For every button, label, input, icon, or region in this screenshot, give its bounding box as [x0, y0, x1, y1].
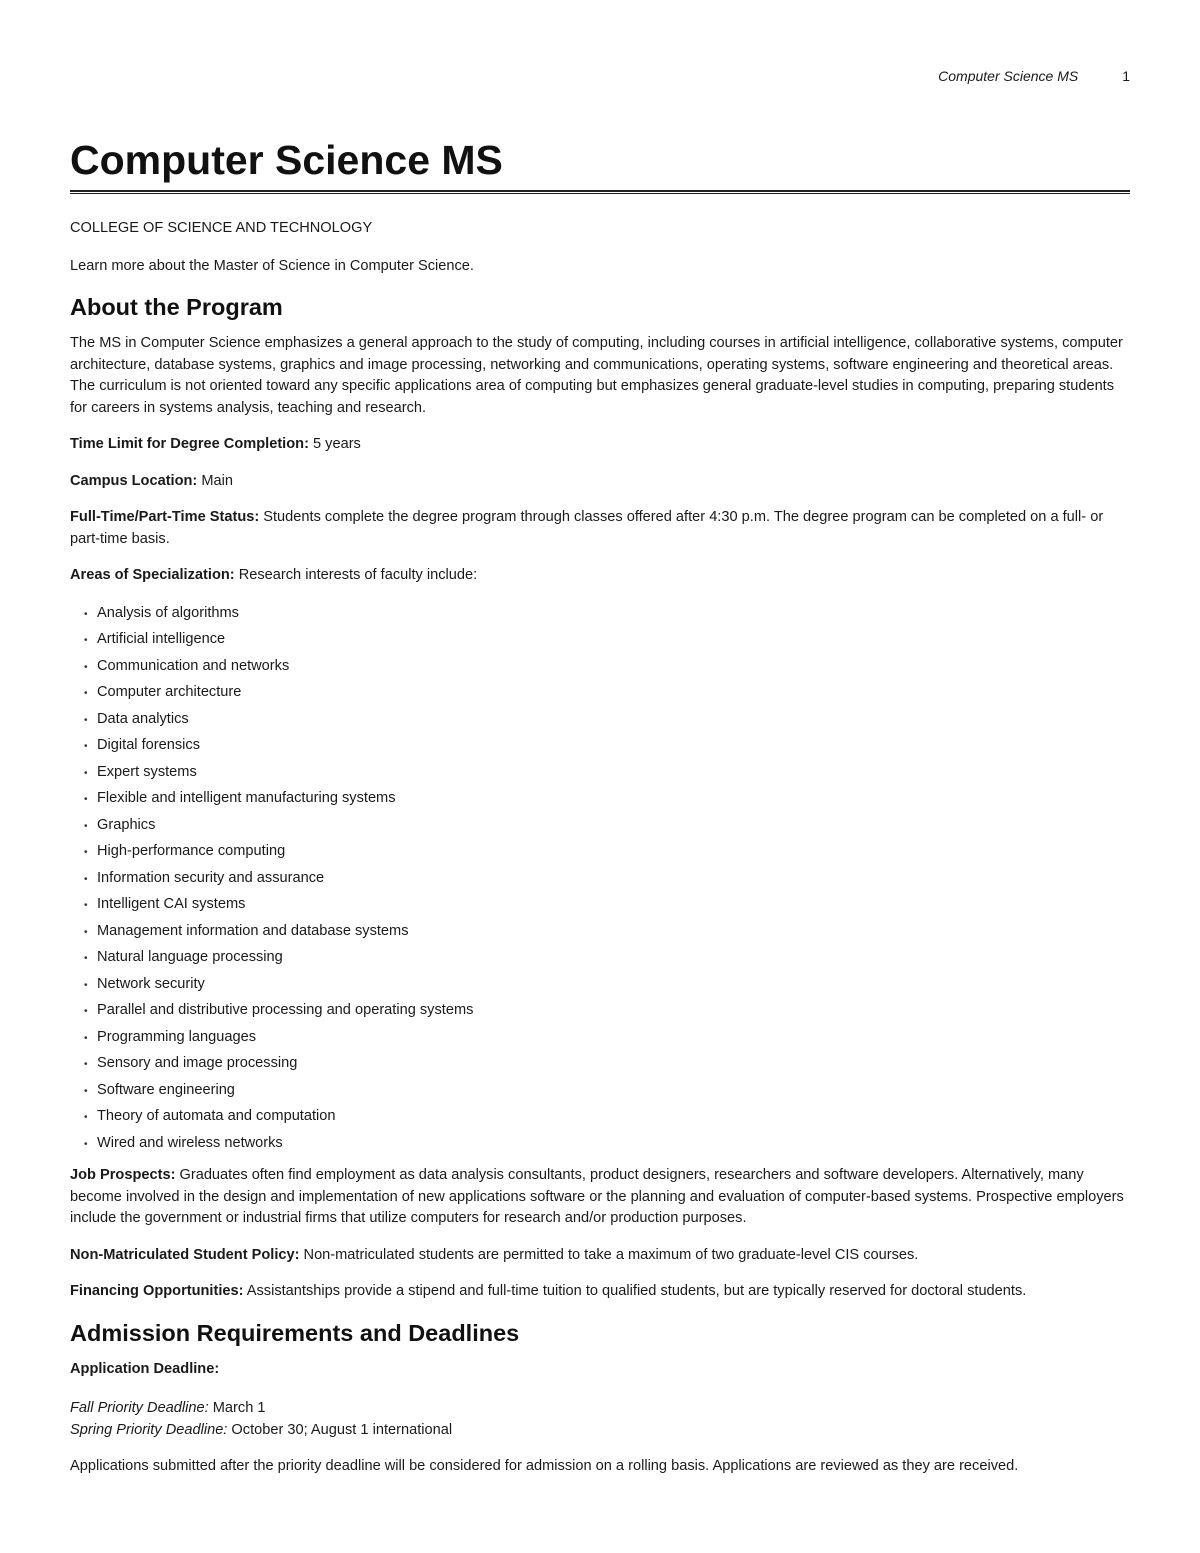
bullet-icon: •: [84, 1059, 88, 1070]
admission-heading: Admission Requirements and Deadlines: [70, 1319, 520, 1346]
financing-value: Assistantships provide a stipend and full-time tuition to qualified students, but are typically reserved for doctoral students.: [243, 1283, 1027, 1299]
specialization-label: Analysis of algorithms: [97, 604, 239, 621]
specialization-label: Network security: [97, 975, 205, 992]
specialization-item: [84, 866, 1130, 893]
specialization-label: Data analytics: [97, 710, 189, 727]
bullet-icon: •: [84, 608, 88, 620]
specialization-item: [84, 972, 1130, 999]
fall-deadline-label: Fall Priority Deadline:: [70, 1400, 209, 1416]
rolling-admission-note: Applications submitted after the priority deadline will be considered for admission on a rolling basis. Applications are reviewed as they are received.: [70, 1458, 1019, 1474]
job-prospects: [70, 1165, 1130, 1230]
page-number: 1: [1122, 68, 1130, 84]
application-deadline-label: Application Deadline:: [70, 1360, 220, 1377]
specialization-item: [84, 945, 1130, 972]
specialization-label: Graphics: [97, 816, 156, 833]
bullet-icon: •: [84, 714, 88, 726]
enrollment-status: [70, 507, 1130, 550]
title-divider: [70, 190, 1130, 194]
specialization-item: [84, 680, 1130, 707]
specialization-label: Sensory and image processing: [97, 1055, 298, 1071]
areas-label: Areas of Specialization:: [70, 567, 235, 583]
specialization-label: Communication and networks: [97, 657, 290, 674]
bullet-icon: •: [84, 1138, 88, 1150]
bullet-icon: •: [84, 926, 88, 938]
bullet-icon: •: [84, 741, 88, 752]
specialization-label: Expert systems: [97, 763, 197, 780]
specialization-item: [84, 919, 1130, 946]
specialization-label: Information security and assurance: [97, 869, 325, 886]
page-title: Computer Science MS: [70, 137, 503, 183]
campus-location: [70, 471, 1130, 493]
specialization-item: [84, 839, 1130, 866]
specialization-item: [84, 813, 1130, 840]
bullet-icon: •: [84, 979, 88, 991]
specialization-item: [84, 760, 1130, 787]
specialization-label: Intelligent CAI systems: [97, 896, 246, 912]
spring-deadline: [70, 1420, 1130, 1442]
bullet-icon: •: [84, 873, 88, 885]
specialization-item: [84, 654, 1130, 681]
non-matriculated-label: Non-Matriculated Student Policy:: [70, 1246, 300, 1263]
specialization-list: [70, 601, 1130, 1158]
specialization-label: Management information and database systems: [97, 922, 409, 939]
specialization-label: Theory of automata and computation: [97, 1108, 336, 1124]
time-limit: [70, 434, 1130, 456]
specialization-item: [84, 1131, 1130, 1158]
running-header-title: Computer Science MS: [938, 68, 1079, 84]
specialization-item: [84, 786, 1130, 813]
specialization-item: [84, 892, 1130, 919]
specialization-item: [84, 998, 1130, 1025]
bullet-icon: •: [84, 1032, 88, 1044]
enrollment-status-label: Full-Time/Part-Time Status:: [70, 509, 260, 525]
bullet-icon: •: [84, 1112, 88, 1123]
enrollment-status-value: Students complete the degree program through classes offered after 4:30 p.m. The degree program can be completed on a full- or part-time basis.: [70, 509, 1104, 547]
bullet-icon: •: [84, 953, 88, 964]
bullet-icon: •: [84, 900, 88, 911]
financing-opportunities: [70, 1281, 1130, 1303]
specialization-item: [84, 1025, 1130, 1052]
deadline-list: [70, 1398, 1130, 1441]
running-header: [938, 68, 1130, 84]
specialization-item: [84, 1078, 1130, 1105]
specialization-label: Natural language processing: [97, 949, 283, 965]
specialization-label: Flexible and intelligent manufacturing systems: [97, 790, 396, 806]
bullet-icon: •: [84, 635, 88, 646]
campus-location-label: Campus Location:: [70, 472, 198, 489]
specialization-label: Software engineering: [97, 1081, 235, 1098]
specialization-item: [84, 1051, 1130, 1078]
specialization-item: [84, 627, 1130, 654]
document-body: [70, 136, 1130, 1478]
bullet-icon: •: [84, 661, 88, 673]
fall-deadline-value: March 1: [208, 1400, 266, 1416]
financing-label: Financing Opportunities:: [70, 1283, 244, 1299]
specialization-item: [84, 707, 1130, 734]
fall-deadline: [70, 1398, 1130, 1420]
campus-location-value: Main: [197, 472, 233, 489]
bullet-icon: •: [84, 1006, 88, 1017]
about-heading: About the Program: [70, 294, 283, 320]
intro-text: Learn more about the Master of Science in Computer Science.: [70, 257, 474, 274]
non-matriculated-value: Non-matriculated students are permitted to take a maximum of two graduate-level CIS courses.: [299, 1246, 919, 1263]
specialization-item: [84, 1104, 1130, 1131]
specialization-label: Artificial intelligence: [97, 631, 226, 647]
bullet-icon: •: [84, 767, 88, 779]
specialization-item: [84, 733, 1130, 760]
college-name: COLLEGE OF SCIENCE AND TECHNOLOGY: [70, 220, 373, 236]
areas-value: Research interests of faculty include:: [234, 567, 478, 583]
bullet-icon: •: [84, 688, 88, 699]
time-limit-value: 5 years: [308, 436, 361, 452]
bullet-icon: •: [84, 794, 88, 805]
specialization-label: Parallel and distributive processing and operating systems: [97, 1002, 474, 1018]
specialization-label: Computer architecture: [97, 684, 242, 700]
about-paragraph: The MS in Computer Science emphasizes a general approach to the study of computing, including courses in artificial intelligence, collaborative systems, computer architecture, database systems, graphics and image processing, networking and communications, operating systems, software engineering and theoretical areas. The curriculum is not oriented toward any specific applications area of computing but emphasizes general graduate-level studies in computing, preparing students for careers in systems analysis, teaching and research.: [70, 335, 1123, 416]
specialization-label: Programming languages: [97, 1028, 256, 1045]
time-limit-label: Time Limit for Degree Completion:: [70, 436, 309, 452]
bullet-icon: •: [84, 820, 88, 832]
spring-deadline-label: Spring Priority Deadline:: [70, 1421, 228, 1438]
specialization-item: [84, 601, 1130, 628]
job-prospects-label: Job Prospects:: [70, 1167, 176, 1183]
bullet-icon: •: [84, 847, 88, 858]
specialization-label: Wired and wireless networks: [97, 1134, 283, 1151]
specialization-label: High-performance computing: [97, 843, 286, 859]
bullet-icon: •: [84, 1085, 88, 1097]
job-prospects-value: Graduates often find employment as data analysis consultants, product designers, researchers and software developers. Alternatively, many become involved in the design and implementation of new applications software or the planning and evaluation of computer-based systems. Prospective employers include the government or industrial firms that utilize computers for research and/or production purposes.: [70, 1167, 1124, 1226]
non-matriculated-policy: [70, 1245, 1130, 1267]
specialization-label: Digital forensics: [97, 737, 201, 753]
spring-deadline-value: October 30; August 1 international: [227, 1421, 453, 1438]
areas-of-specialization: [70, 565, 1130, 587]
